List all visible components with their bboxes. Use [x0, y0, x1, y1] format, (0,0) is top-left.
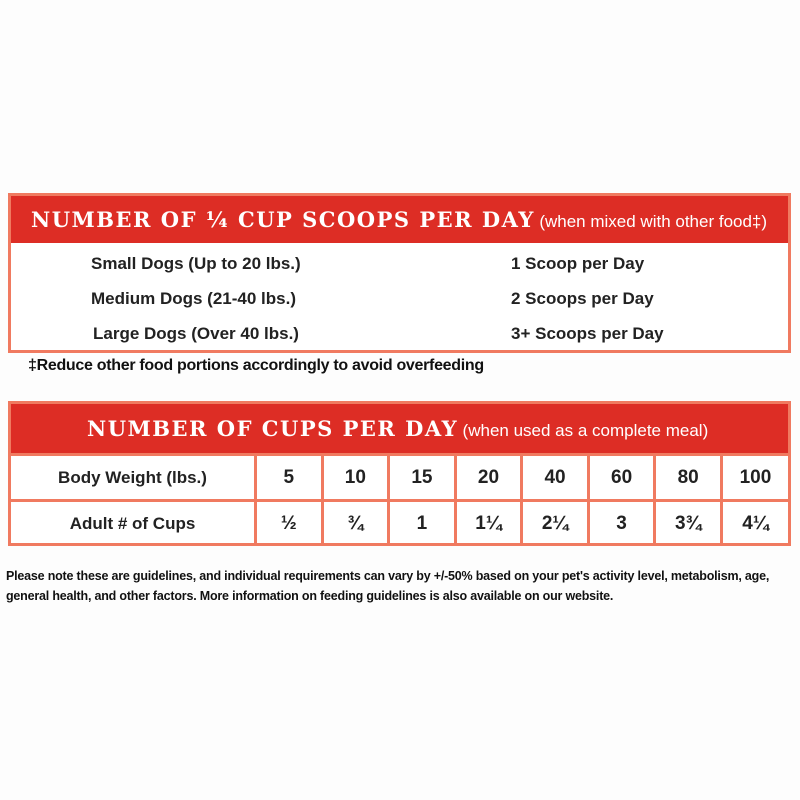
dog-size-label: Large Dogs (Over 40 lbs.) [93, 324, 299, 343]
scoop-amount: 3+ Scoops per Day [511, 324, 664, 343]
cups-cell: ½ [256, 501, 323, 546]
cups-cell: ¾ [322, 501, 389, 546]
weight-cell: 5 [256, 455, 323, 501]
scoops-footnote: ‡Reduce other food portions accordingly to avoid overfeeding [28, 357, 484, 374]
scoops-banner [11, 196, 788, 243]
cups-table [11, 453, 788, 545]
scoops-subtitle: (when mixed with other food‡) [539, 212, 768, 231]
scoops-title: NUMBER OF ¼ CUP SCOOPS PER DAY [31, 207, 535, 232]
guidelines-note: Please note these are guidelines, and individual requirements can vary by +/-50% based on your pet's activity level, metabolism, age, general health, and other factors. More information on feeding guidelines is also available on our website. [6, 569, 770, 603]
weight-label: Body Weight (lbs.) [11, 455, 256, 501]
cups-cell: 3 [588, 501, 655, 546]
scoop-amount: 1 Scoop per Day [511, 254, 645, 273]
weight-cell: 15 [389, 455, 456, 501]
cups-title: NUMBER OF CUPS PER DAY [87, 416, 459, 441]
cups-cell: 4¼ [721, 501, 788, 546]
scoops-panel [8, 193, 791, 353]
weight-cell: 100 [721, 455, 788, 501]
cups-banner [11, 404, 788, 453]
weight-cell: 10 [322, 455, 389, 501]
dog-size-label: Medium Dogs (21-40 lbs.) [91, 289, 296, 308]
weight-cell: 40 [522, 455, 589, 501]
cups-cell: 1 [389, 501, 456, 546]
scoop-amount: 2 Scoops per Day [511, 289, 654, 308]
cups-row [11, 501, 788, 546]
scoop-row-large [11, 320, 788, 350]
weight-cell: 80 [655, 455, 722, 501]
cups-panel [8, 401, 791, 546]
cups-cell: 3¾ [655, 501, 722, 546]
scoop-row-medium [11, 285, 788, 315]
cups-cell: 2¼ [522, 501, 589, 546]
cups-cell: 1¼ [455, 501, 522, 546]
weight-row [11, 455, 788, 501]
weight-cell: 20 [455, 455, 522, 501]
cups-label: Adult # of Cups [11, 501, 256, 546]
dog-size-label: Small Dogs (Up to 20 lbs.) [91, 254, 301, 273]
weight-cell: 60 [588, 455, 655, 501]
cups-subtitle: (when used as a complete meal) [462, 421, 709, 440]
scoop-row-small [11, 250, 788, 280]
